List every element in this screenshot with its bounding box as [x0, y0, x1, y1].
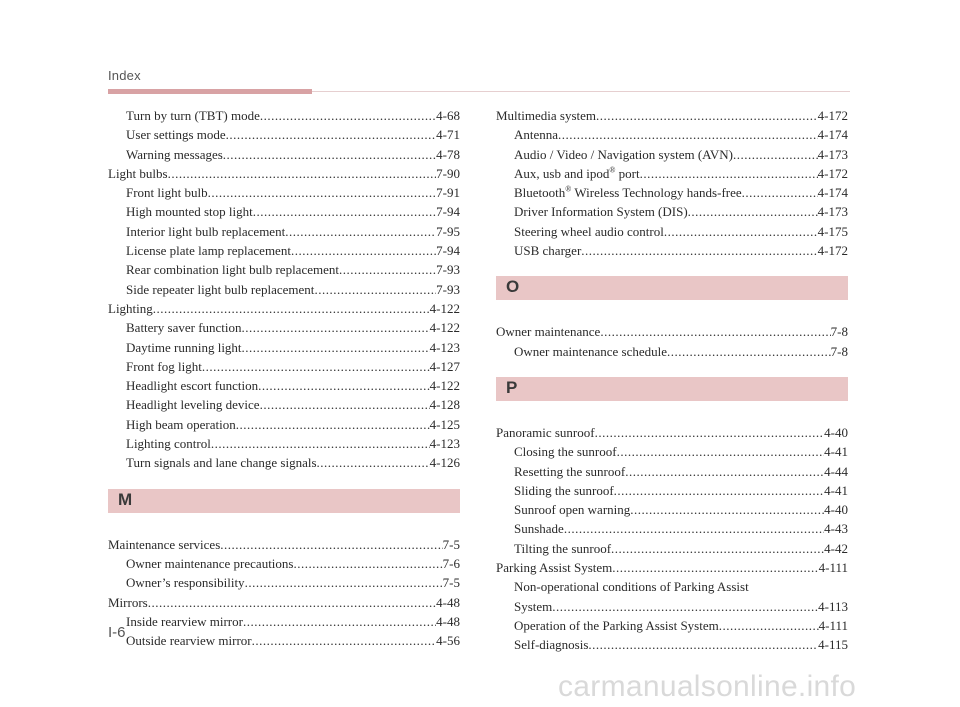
entry-label: Operation of the Parking Assist System — [514, 617, 719, 633]
entry-page-ref: 7-5 — [442, 536, 460, 552]
entry-page-ref: 4-42 — [824, 540, 848, 556]
entry-page-ref: 7-95 — [436, 223, 460, 239]
entry-label: Owner maintenance — [496, 324, 601, 340]
index-subentry — [108, 376, 460, 395]
index-subentry — [108, 318, 460, 337]
entry-page-ref: 7-8 — [830, 343, 848, 359]
page-header-title: Index — [108, 68, 141, 83]
dot-leader — [733, 145, 818, 164]
index-subentry — [108, 612, 460, 631]
entry-page-ref: 7-8 — [830, 324, 848, 340]
index-entry — [496, 558, 848, 577]
section-letter-p: P — [506, 377, 518, 397]
index-subentry — [496, 241, 848, 260]
entry-page-ref: 4-128 — [429, 397, 460, 413]
dot-leader — [236, 415, 430, 434]
index-subentry — [496, 500, 848, 519]
index-entry — [108, 164, 460, 183]
index-subentry — [496, 164, 848, 183]
index-subentry — [108, 260, 460, 279]
index-entry — [108, 593, 460, 612]
index-subentry — [496, 635, 848, 654]
index-subentry — [108, 631, 460, 650]
entry-label: Panoramic sunroof — [496, 424, 595, 440]
registered-mark: ® — [565, 184, 572, 194]
entry-label: Lighting — [108, 300, 153, 316]
dot-leader — [588, 635, 818, 654]
dot-leader — [260, 395, 430, 414]
entry-page-ref: 4-68 — [436, 108, 460, 123]
entry-label: Aux, usb and ipod® port — [514, 165, 640, 181]
index-subentry — [496, 597, 848, 616]
index-column-right — [496, 106, 848, 655]
dot-leader — [339, 260, 436, 279]
dot-leader — [558, 125, 818, 144]
index-entry — [496, 106, 848, 125]
dot-leader — [611, 539, 824, 558]
entry-label: System — [514, 598, 553, 614]
section-letter-m: M — [118, 489, 133, 509]
index-subentry — [496, 519, 848, 538]
entry-page-ref: 4-175 — [817, 223, 848, 239]
index-subentry — [108, 554, 460, 573]
index-subentry — [496, 145, 848, 164]
dot-leader — [285, 222, 436, 241]
entry-page-ref: 4-122 — [429, 300, 460, 316]
dot-leader — [168, 164, 437, 183]
entry-page-ref: 4-123 — [429, 436, 460, 452]
entry-label: User settings mode — [126, 127, 226, 143]
entry-label: Bluetooth® Wireless Technology hands-free — [514, 184, 742, 201]
entry-page-ref: 4-122 — [429, 320, 460, 336]
left-top-entries — [108, 106, 460, 473]
dot-leader — [226, 125, 437, 144]
index-subentry — [108, 106, 460, 125]
index-subentry — [108, 202, 460, 221]
entry-page-ref: 4-78 — [436, 146, 460, 162]
index-subentry — [108, 280, 460, 299]
entry-label: Turn signals and lane change signals — [126, 455, 317, 471]
entry-page-ref: 4-174 — [817, 185, 848, 201]
entry-label: Warning messages — [126, 146, 223, 162]
entry-label: Sliding the sunroof — [514, 482, 614, 498]
dot-leader — [564, 519, 824, 538]
dot-leader — [719, 616, 819, 635]
index-subentry — [496, 577, 848, 596]
entry-label: Audio / Video / Navigation system (AVN) — [514, 146, 734, 162]
dot-leader — [260, 106, 436, 125]
index-subentry — [496, 342, 848, 361]
registered-mark: ® — [609, 165, 616, 175]
entry-page-ref: 4-172 — [817, 165, 848, 181]
entry-page-ref: 4-111 — [818, 560, 848, 576]
section-p-entries — [496, 423, 848, 655]
entry-label: Front light bulb — [126, 185, 208, 201]
dot-leader — [211, 434, 430, 453]
entry-page-ref: 4-127 — [429, 358, 460, 374]
dot-leader — [293, 554, 442, 573]
entry-label: Multimedia system — [496, 108, 597, 123]
entry-page-ref: 4-40 — [824, 424, 848, 440]
dot-leader — [291, 241, 436, 260]
dot-leader — [153, 299, 430, 318]
entry-label: License plate lamp replacement — [126, 243, 291, 259]
entry-page-ref: 4-173 — [817, 146, 848, 162]
index-subentry — [108, 145, 460, 164]
entry-label: Driver Information System (DIS) — [514, 204, 688, 220]
entry-page-ref: 7-93 — [436, 262, 460, 278]
dot-leader — [617, 442, 825, 461]
dot-leader — [252, 631, 437, 650]
entry-label: Antenna — [514, 127, 559, 143]
entry-page-ref: 7-5 — [442, 575, 460, 591]
entry-page-ref: 7-94 — [436, 243, 460, 259]
entry-label: Front fog light — [126, 358, 202, 374]
entry-label: Non-operational conditions of Parking Assist — [514, 579, 749, 595]
dot-leader — [595, 423, 825, 442]
entry-page-ref: 4-41 — [824, 482, 848, 498]
dot-leader — [314, 280, 436, 299]
entry-label: Battery saver function — [126, 320, 242, 336]
dot-leader — [253, 202, 436, 221]
entry-label: Steering wheel audio control — [514, 223, 664, 239]
entry-page-ref: 4-173 — [817, 204, 848, 220]
dot-leader — [640, 164, 818, 183]
entry-page-ref: 4-172 — [817, 243, 848, 259]
entry-label: Interior light bulb replacement — [126, 223, 286, 239]
section-o-entries — [496, 322, 848, 361]
entry-page-ref: 4-43 — [824, 521, 848, 537]
entry-page-ref: 7-6 — [442, 555, 460, 571]
entry-label: USB charger — [514, 243, 582, 259]
dot-leader — [614, 481, 824, 500]
dot-leader — [581, 241, 817, 260]
entry-label: Tilting the sunroof — [514, 540, 612, 556]
entry-label: High beam operation — [126, 416, 236, 432]
index-subentry — [496, 616, 848, 635]
entry-label: High mounted stop light — [126, 204, 253, 220]
entry-page-ref: 4-113 — [818, 598, 848, 614]
entry-label: Closing the sunroof — [514, 444, 617, 460]
dot-leader — [242, 318, 430, 337]
index-entry — [108, 535, 460, 554]
entry-page-ref: 7-93 — [436, 281, 460, 297]
page-number: I-6 — [108, 624, 126, 641]
entry-page-ref: 4-122 — [429, 378, 460, 394]
index-subentry — [108, 241, 460, 260]
entry-page-ref: 4-126 — [429, 455, 460, 471]
index-entry — [496, 423, 848, 442]
entry-page-ref: 4-41 — [824, 444, 848, 460]
index-subentry — [108, 357, 460, 376]
entry-page-ref: 7-91 — [436, 185, 460, 201]
dot-leader — [202, 357, 430, 376]
entry-label: Light bulbs — [108, 165, 168, 181]
dot-leader — [208, 183, 437, 202]
section-banner-p — [496, 377, 848, 401]
dot-leader — [600, 322, 830, 341]
entry-page-ref: 4-111 — [818, 617, 848, 633]
index-subentry — [496, 462, 848, 481]
watermark-text: carmanualsonline.info — [558, 670, 857, 703]
dot-leader — [242, 338, 430, 357]
dot-leader — [625, 462, 824, 481]
entry-label: Mirrors — [108, 594, 148, 610]
entry-label: Parking Assist System — [496, 560, 613, 576]
index-subentry — [108, 434, 460, 453]
index-subentry — [496, 183, 848, 202]
entry-label: Owner maintenance precautions — [126, 555, 294, 571]
entry-page-ref: 4-123 — [429, 339, 460, 355]
section-m-entries — [108, 535, 460, 651]
header-accent-bar — [108, 89, 312, 94]
entry-label: Owner’s responsibility — [126, 575, 245, 591]
dot-leader — [223, 145, 436, 164]
entry-label: Resetting the sunroof — [514, 463, 626, 479]
index-subentry — [496, 125, 848, 144]
dot-leader — [688, 202, 818, 221]
dot-leader — [317, 453, 430, 472]
entry-page-ref: 4-71 — [436, 127, 460, 143]
index-subentry — [108, 222, 460, 241]
entry-page-ref: 4-115 — [818, 637, 848, 653]
index-subentry — [496, 202, 848, 221]
index-subentry — [108, 415, 460, 434]
index-subentry — [108, 395, 460, 414]
dot-leader — [258, 376, 430, 395]
entry-label: Outside rearview mirror — [126, 633, 252, 649]
index-entry — [496, 322, 848, 341]
right-top-entries — [496, 106, 848, 260]
entry-label: Lighting control — [126, 436, 211, 452]
index-subentry — [108, 125, 460, 144]
entry-page-ref: 4-44 — [824, 463, 848, 479]
index-subentry — [496, 222, 848, 241]
index-subentry — [108, 338, 460, 357]
entry-label: Inside rearview mirror — [126, 613, 243, 629]
dot-leader — [612, 558, 818, 577]
dot-leader — [148, 593, 436, 612]
entry-page-ref: 4-172 — [817, 108, 848, 123]
index-subentry — [108, 453, 460, 472]
dot-leader — [667, 342, 831, 361]
entry-label: Sunshade — [514, 521, 564, 537]
section-banner-m — [108, 489, 460, 513]
entry-page-ref: 4-56 — [436, 633, 460, 649]
dot-leader — [220, 535, 442, 554]
entry-label: Daytime running light — [126, 339, 242, 355]
entry-page-ref: 4-125 — [429, 416, 460, 432]
entry-page-ref: 7-94 — [436, 204, 460, 220]
header-rule — [312, 91, 850, 92]
entry-label: Headlight escort function — [126, 378, 259, 394]
dot-leader — [552, 597, 818, 616]
section-banner-o — [496, 276, 848, 300]
entry-label: Rear combination light bulb replacement — [126, 262, 339, 278]
entry-page-ref: 4-48 — [436, 594, 460, 610]
entry-label: Self-diagnosis — [514, 637, 589, 653]
entry-label: Sunroof open warning — [514, 502, 631, 518]
index-column-left — [108, 106, 460, 650]
entry-label: Owner maintenance schedule — [514, 343, 668, 359]
entry-label: Headlight leveling device — [126, 397, 260, 413]
index-subentry — [496, 481, 848, 500]
index-entry — [108, 299, 460, 318]
entry-page-ref: 4-40 — [824, 502, 848, 518]
entry-page-ref: 4-174 — [817, 127, 848, 143]
entry-label: Turn by turn (TBT) mode — [126, 108, 260, 123]
dot-leader — [596, 106, 818, 125]
dot-leader — [630, 500, 824, 519]
dot-leader — [243, 612, 436, 631]
index-subentry — [496, 442, 848, 461]
index-subentry — [496, 539, 848, 558]
dot-leader — [742, 183, 818, 202]
section-letter-o: O — [506, 277, 520, 297]
entry-page-ref: 4-48 — [436, 613, 460, 629]
entry-label: Maintenance services — [108, 536, 221, 552]
dot-leader — [664, 222, 818, 241]
index-subentry — [108, 573, 460, 592]
entry-page-ref: 7-90 — [436, 165, 460, 181]
dot-leader — [245, 573, 443, 592]
index-subentry — [108, 183, 460, 202]
entry-label: Side repeater light bulb replacement — [126, 281, 315, 297]
